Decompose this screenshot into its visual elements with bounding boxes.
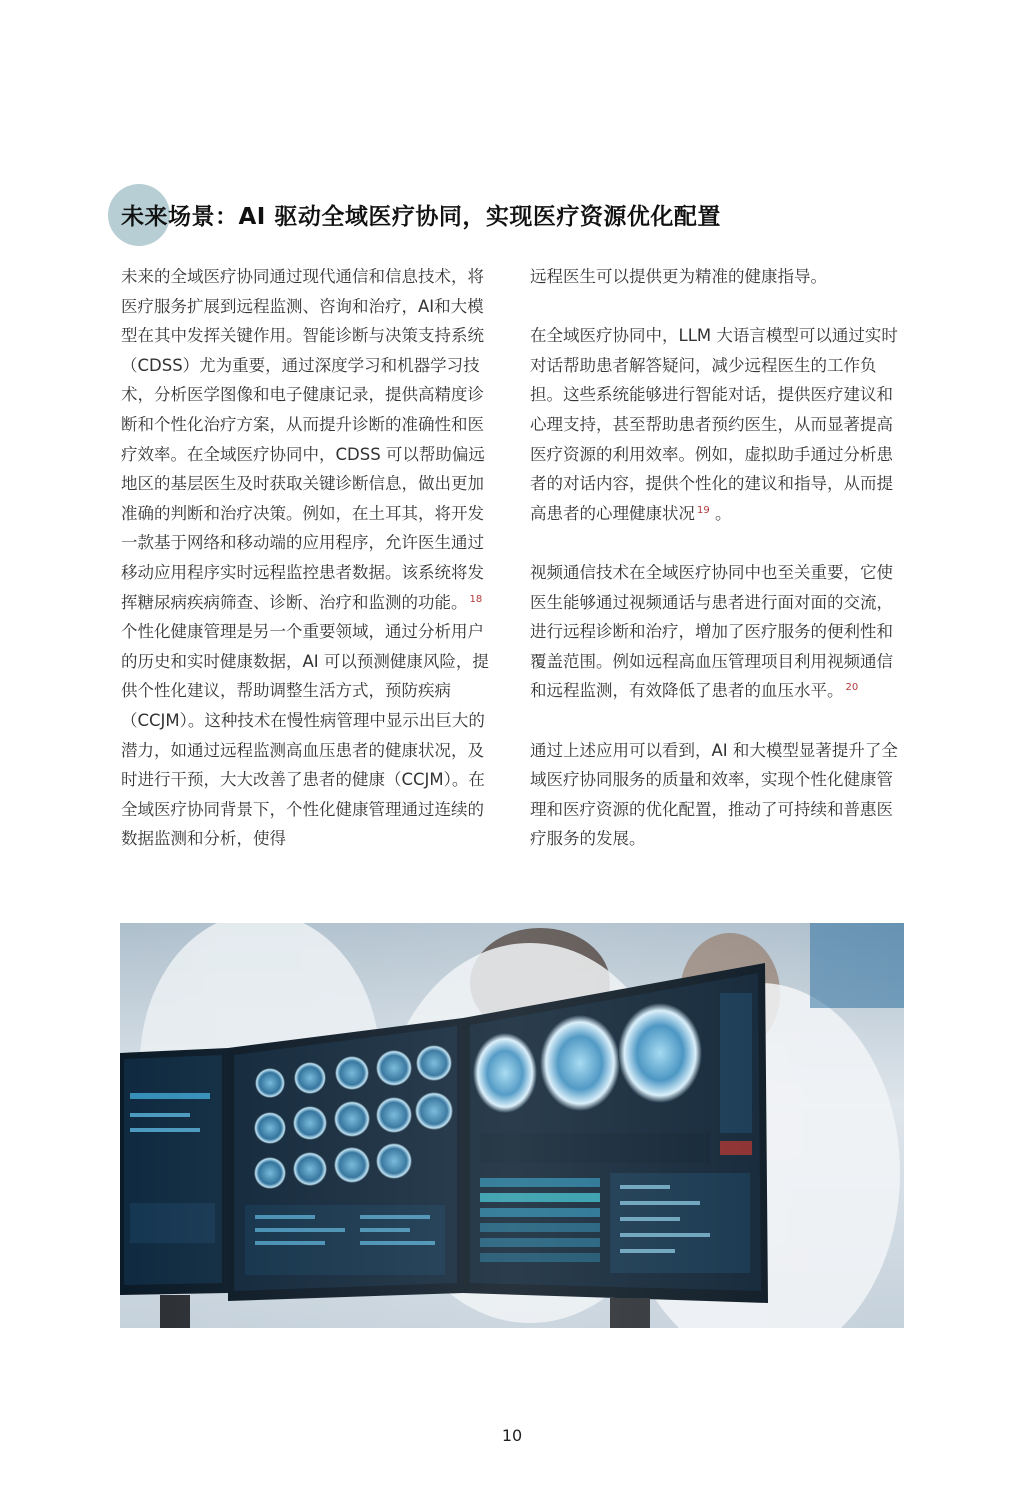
left-column — [121, 262, 497, 854]
paragraph — [121, 262, 497, 617]
paragraph-text: 未来的全域医疗协同通过现代通信和信息技术，将医疗服务扩展到远程监测、咨询和治疗，AI和大模型在其中发挥关键作用。智能诊断与决策支持系统（CDSS）尤为重要，通过深度学习和机器学习技术，分析医学图像和电子健康记录，提供高精度诊断和个性化治疗方案，从而提升诊断的准确性和医疗效率。在全域医疗协同中，CDSS 可以帮助偏远地区的基层医生及时获取关键诊断信息，做出更加准确的判断和治疗决策。例如，在土耳其，将开发一款基于网络和移动端的应用程序，允许医生通过移动应用程序实时远程监控患者数据。该系统将发挥糖尿病疾病筛查、诊断、治疗和监测的功能。 — [121, 267, 485, 612]
paragraph — [530, 558, 908, 706]
paragraph — [530, 736, 908, 854]
paragraph-text: 在全域医疗协同中，LLM 大语言模型可以通过实时对话帮助患者解答疑问，减少远程医生的工作负担。这些系统能够进行智能对话，提供医疗建议和心理支持，甚至帮助患者预约医生，从而显著提高医疗资源的利用效率。例如，虚拟助手通过分析患者的对话内容，提供个性化的建议和指导，从而提高患者的心理健康状况 — [530, 326, 898, 523]
paragraph-text: 。 — [709, 503, 732, 523]
paragraph — [530, 321, 908, 528]
reference-marker[interactable]: 20 — [845, 682, 859, 694]
paragraph-text: 远程医生可以提供更为精准的健康指导。 — [530, 267, 827, 286]
section-heading: 未来场景：AI 驱动全域医疗协同，实现医疗资源优化配置 — [121, 204, 721, 230]
paragraph-text: 视频通信技术在全域医疗协同中也至关重要，它使医生能够通过视频通话与患者进行面对面的交流，进行远程诊断和治疗，增加了医疗服务的便利性和覆盖范围。例如远程高血压管理项目利用视频通信和远程监测，有效降低了患者的血压水平。 — [530, 562, 893, 701]
page-number: 10 — [501, 1426, 523, 1445]
reference-marker[interactable]: 19 — [697, 504, 710, 516]
reference-marker[interactable]: 18 — [469, 593, 483, 605]
paragraph-text: 个性化健康管理是另一个重要领域，通过分析用户的历史和实时健康数据，AI 可以预测健康风险，提供个性化建议，帮助调整生活方式，预防疾病（CCJM）。这种技术在慢性病管理中显示出巨大的潜力，如通过远程监测高血压患者的健康状况，及时进行干预，大大改善了患者的健康（CCJM）。在全域医疗协同背景下，个性化健康管理通过连续的数据监测和分析，使得 — [121, 622, 489, 849]
paragraph-text: 通过上述应用可以看到，AI 和大模型显著提升了全域医疗协同服务的质量和效率，实现个性化健康管理和医疗资源的优化配置，推动了可持续和普惠医疗服务的发展。 — [530, 740, 898, 849]
medical-imaging-photo — [120, 923, 904, 1328]
photo-glare — [120, 923, 904, 1328]
paragraph — [121, 617, 497, 854]
photo-illustration — [120, 923, 904, 1328]
paragraph — [530, 262, 908, 292]
right-column — [530, 262, 908, 854]
